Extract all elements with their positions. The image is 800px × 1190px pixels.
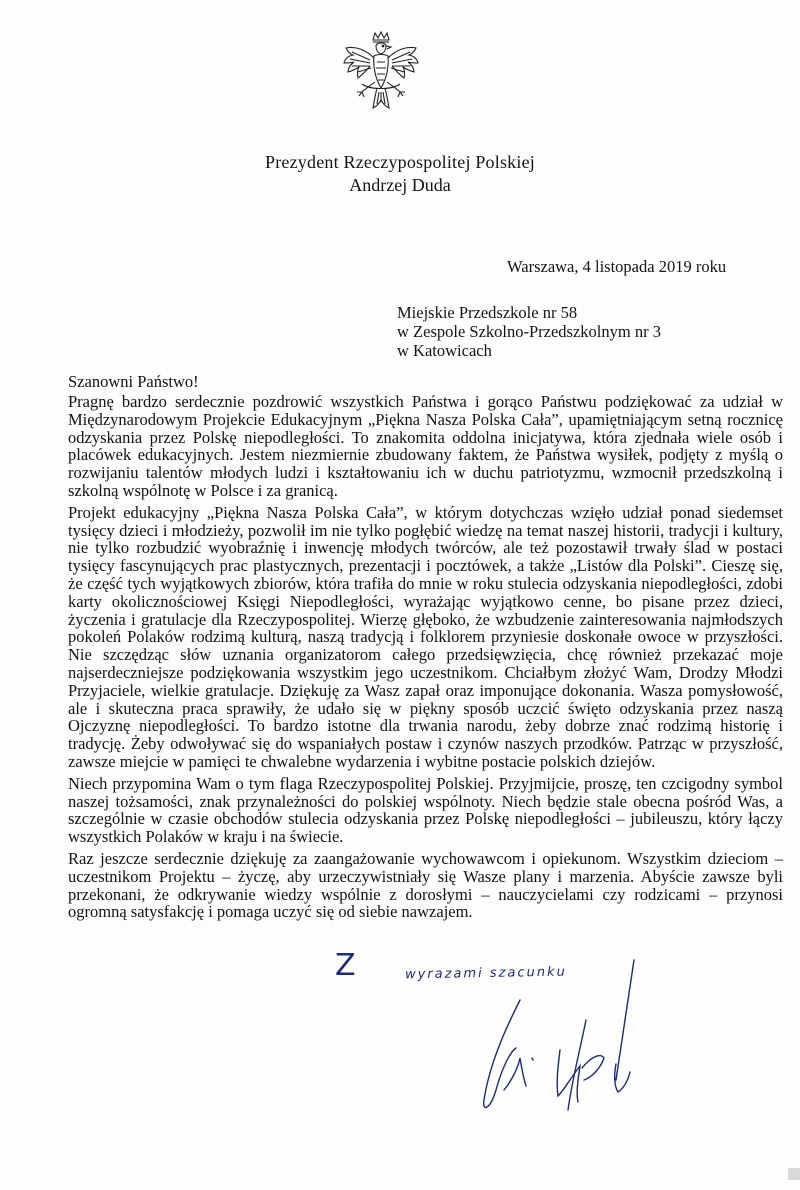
recipient-address bbox=[397, 303, 661, 360]
president-name: Andrzej Duda bbox=[349, 175, 451, 195]
recipient-line: w Zespole Szkolno-Przedszkolnym nr 3 bbox=[397, 322, 661, 341]
paragraph: Projekt edukacyjny „Piękna Nasza Polska Cała”, w którym dotychczas wzięło udział ponad siedemset tysięcy dzieci i młodzieży, pozwolił im nie tylko pogłębić wiedzę na temat naszej historii, tradycji i kultury, nie tylko rozbudzić wyobraźnię i inwencję młodych twórców, ale też pozostawił trwały ślad w postaci tysięcy fascynujących prac plastycznych, prezentacji i pocztówek, a także „Listów dla Polski”. Cieszę się, że część tych wyjątkowych zbiorów, która trafiła do mnie w roku stulecia odzyskania niepodległości, zdobi karty okolicznościowej Księgi Niepodległości, wyrażając wyjątkowo cenne, bo pisane przez dzieci, życzenia i gratulacje dla Rzeczypospolitej. Wierzę głęboko, że wzbudzenie zainteresowania najmłodszych pokoleń Polaków rodzimą kulturą, naszą tradycją i folklorem przyniesie doskonałe owoce w przyszłości. Nie szczędząc słów uznania organizatorom całego przedsięwzięcia, chcę również przekazać moje najserdeczniejsze podziękowania wszystkim jego uczestnikom. Chciałbym złożyć Wam, Drodzy Młodzi Przyjaciele, wielkie gratulacje. Dziękuję za Wasz zapał oraz imponujące dokonania. Wasza pomysłowość, ale i skuteczna praca sprawiły, że udało się w piękny sposób uczcić święto odzyskania przez naszą Ojczyznę niepodległości. To bardzo istotne dla trwania narodu, żeby dobrze znać rodzimą historię i tradycję. Żeby odwoływać się do wspaniałych postaw i czynów naszych przodków. Patrząc w przyszłość, zawsze miejcie w pamięci te chwalebne wydarzenia i wybitne postacie polskich dziejów. bbox=[68, 502, 783, 771]
paragraph: Pragnę bardzo serdecznie pozdrowić wszystkich Państwa i gorąco Państwu podziękować za udział w Międzynarodowym Projekcie Edukacyjnym „Piękna Nasza Polska Cała”, upamiętniającym setną rocznicę odzyskania przez Polskę niepodległości. To znakomita oddolna inicjatywa, która zjednała wiele osób i placówek edukacyjnych. Jestem niezmiernie zbudowany faktem, że Państwa wysiłek, podjęty z myślą o rozwijaniu talentów młodych ludzi i kształtowaniu ich w duchu patriotyzmu, wzmocnił przedszkolną i szkolną wspólnotę w Polsce i za granicą. bbox=[68, 392, 783, 500]
corner-mark bbox=[788, 1168, 800, 1180]
salutation: Szanowni Państwo! bbox=[68, 372, 199, 391]
letter-body bbox=[68, 393, 783, 925]
paragraph: Niech przypomina Wam o tym flaga Rzeczypospolitej Polskiej. Przyjmijcie, proszę, ten czcigodny symbol naszej tożsamości, znak przynależności do polskiej wspólnoty. Niech będzie stale obecna pośród Was, a szczególnie w czasie obchodów stulecia odzyskania przez Polskę niepodległości – jubileuszu, który łączy wszystkich Polaków w kraju i na świecie. bbox=[68, 773, 783, 847]
president-title: Prezydent Rzeczypospolitej Polskiej bbox=[265, 152, 535, 172]
paragraph: Raz jeszcze serdecznie dziękuję za zaangażowanie wychowawcom i opiekunom. Wszystkim dzieciom – uczestnikom Projektu – życzę, aby urzeczywistniały się Wasze plany i marzenia. Abyście zawsze byli przekonani, że odkrywanie wiedzy wspólnie z dorosłymi – nauczycielami czy rodzicami – przynosi ogromną satysfakcję i pomaga uczyć się od siebie nawzajem. bbox=[68, 848, 783, 922]
recipient-line: Miejskie Przedszkole nr 58 bbox=[397, 303, 578, 322]
recipient-line: w Katowicach bbox=[397, 341, 492, 360]
date-line: Warszawa, 4 listopada 2019 roku bbox=[507, 257, 727, 276]
polish-eagle-emblem-icon bbox=[340, 30, 422, 130]
handwritten-closing: Z bbox=[335, 948, 356, 983]
signature-icon bbox=[440, 940, 680, 1130]
handwritten-closing-text: wyrazami szacunku bbox=[404, 964, 567, 983]
